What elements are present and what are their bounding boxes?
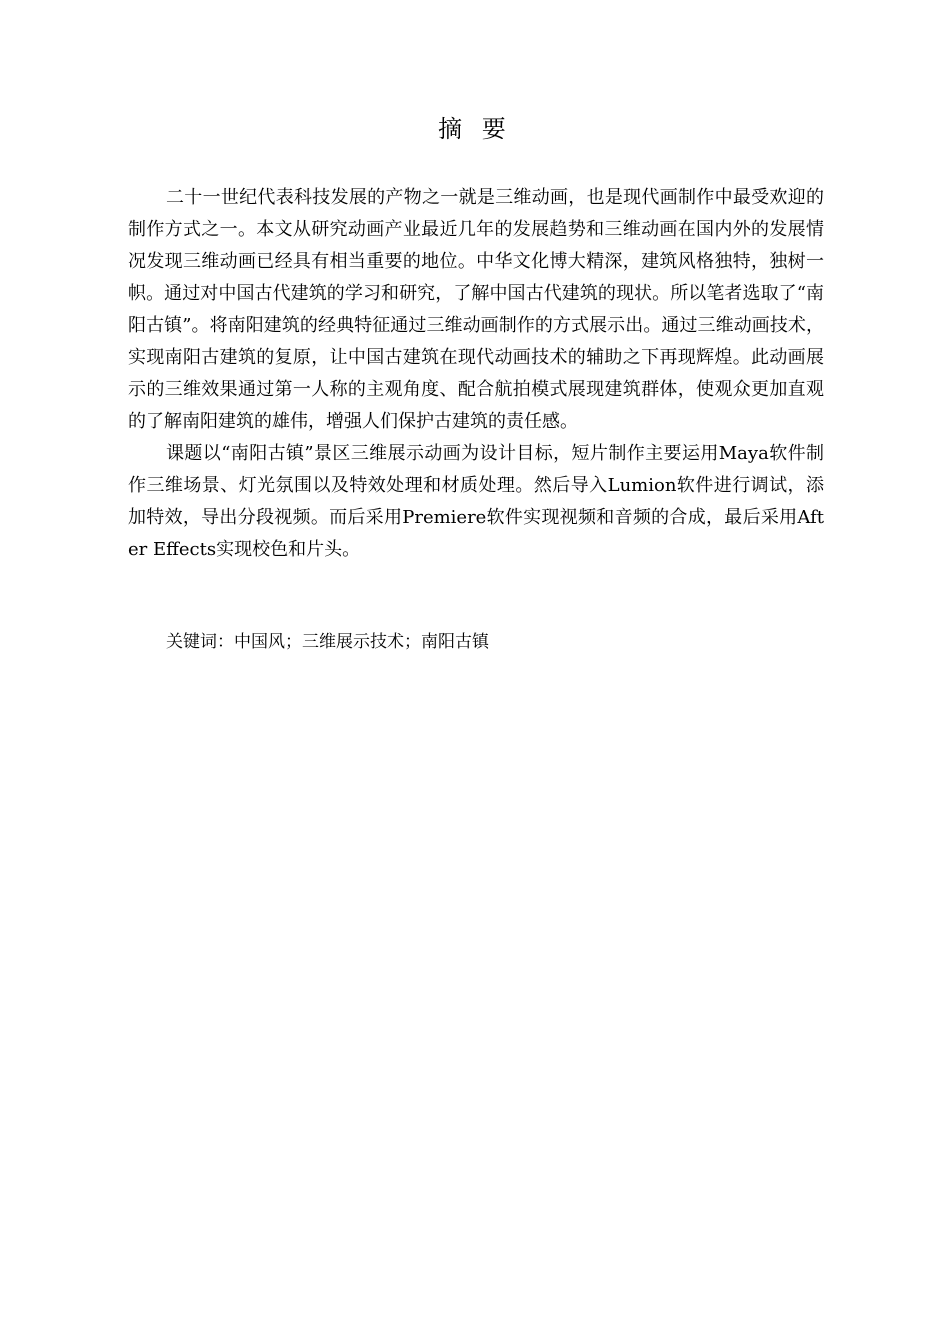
abstract-paragraph-2: 课题以“南阳古镇”景区三维展示动画为设计目标，短片制作主要运用Maya软件制作三维场景、灯光氛围以及特效处理和材质处理。然后导入Lumion软件进行调试，添加特效，导出分段视频。而后采用Premiere软件实现视频和音频的合成，最后采用After Effects实现校色和片头。 — [128, 443, 824, 560]
keywords-line: 关键词：中国风；三维展示技术；南阳古镇 — [166, 632, 489, 652]
abstract-paragraph-1: 二十一世纪代表科技发展的产物之一就是三维动画，也是现代画制作中最受欢迎的制作方式之一。本文从研究动画产业最近几年的发展趋势和三维动画在国内外的发展情况发现三维动画已经具有相当重要的地位。中华文化博大精深，建筑风格独特，独树一帜。通过对中国古代建筑的学习和研究，了解中国古代建筑的现状。所以笔者选取了“南阳古镇”。将南阳建筑的经典特征通过三维动画制作的方式展示出。通过三维动画技术，实现南阳古建筑的复原，让中国古建筑在现代动画技术的辅助之下再现辉煌。此动画展示的三维效果通过第一人称的主观角度、配合航拍模式展现建筑群体，使观众更加直观的了解南阳建筑的雄伟，增强人们保护古建筑的责任感。 — [128, 187, 824, 432]
abstract-body — [128, 182, 824, 566]
page-title: 摘 要 — [438, 115, 512, 143]
